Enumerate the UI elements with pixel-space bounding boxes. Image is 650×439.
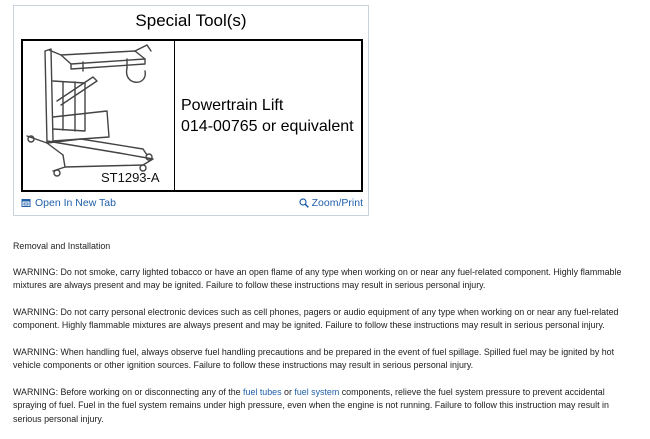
- fuel-tubes-link[interactable]: fuel tubes: [243, 386, 282, 397]
- open-in-new-tab-link[interactable]: [21, 197, 116, 209]
- zoom-print-link[interactable]: [299, 197, 363, 209]
- fuel-system-link[interactable]: fuel system: [294, 386, 340, 397]
- warning-text: WARNING: Before working on or disconnecting any of the: [13, 386, 244, 397]
- special-tools-figure: [13, 5, 369, 216]
- figure-footer: [14, 193, 368, 215]
- warning-text: or: [281, 386, 295, 397]
- procedure-content: [13, 240, 638, 439]
- open-in-new-tab-label: Open In New Tab: [35, 197, 116, 209]
- warning-text: components, relieve the fuel system pressure to prevent accidental spraying of fuel. Fuel in the fuel system remains under high pressure, even when the engine is not running. Failure to follow this instruction may result in serious personal injury.: [13, 386, 609, 424]
- figure-title: Special Tool(s): [135, 11, 247, 30]
- new-tab-icon: [21, 198, 31, 208]
- tool-description-cell: [175, 41, 361, 190]
- tool-image-cell: [23, 41, 175, 190]
- section-heading: Removal and Installation: [13, 241, 111, 251]
- zoom-print-label: Zoom/Print: [311, 197, 363, 209]
- tool-image-ref: ST1293-A: [101, 170, 160, 185]
- warning-paragraph: WARNING: Do not carry personal electronic devices such as cell phones, pagers or audio equipment of any type when working on or near any fuel-related component. Highly flammable mixtures are always present and may be ignited. Failure to follow these instructions may result in serious personal injury.: [13, 306, 619, 330]
- warning-paragraph: WARNING: Do not smoke, carry lighted tobacco or have an open flame of any type when working on or near any fuel-related component. Highly flammable mixtures are always present and may be ignited. Failure to follow these instructions may result in serious personal injury.: [13, 266, 622, 290]
- tool-name: Powertrain Lift: [181, 96, 284, 114]
- tool-table: [21, 39, 363, 192]
- powertrain-lift-illustration: [23, 41, 173, 190]
- magnifier-icon: [299, 198, 309, 208]
- tool-number: 014-00765 or equivalent: [181, 117, 354, 135]
- warning-paragraph: WARNING: When handling fuel, always observe fuel handling precautions and be prepared in the event of fuel spillage. Spilled fuel may be ignited by hot vehicle components or other ignition sources. Failure to follow these instructions may result in serious personal injury.: [13, 346, 615, 370]
- warning-paragraph: [13, 386, 638, 427]
